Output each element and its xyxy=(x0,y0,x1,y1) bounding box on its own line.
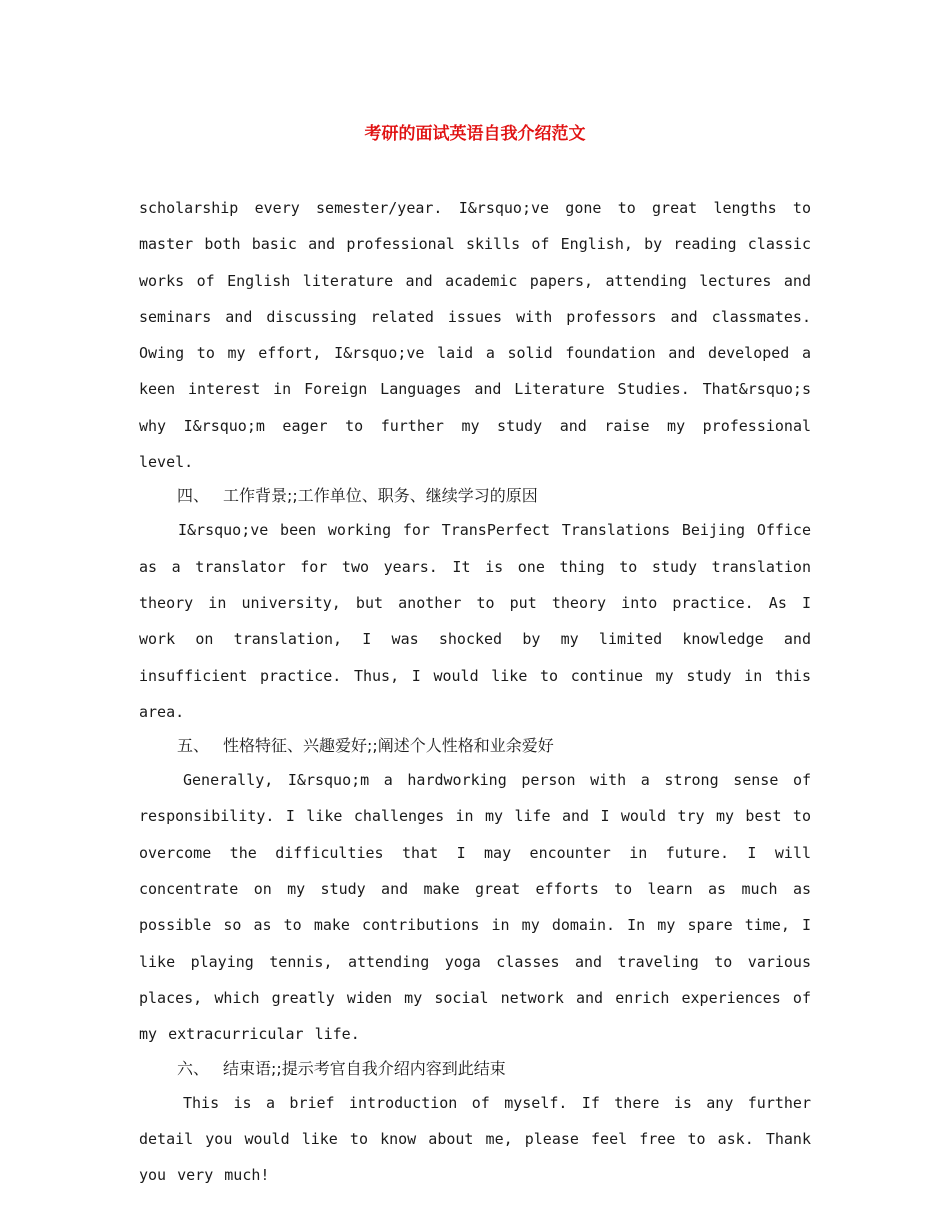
section-4-title: 工作背景;;工作单位、职务、继续学习的原因 xyxy=(223,486,538,506)
section-5-title: 性格特征、兴趣爱好;;阐述个人性格和业余爱好 xyxy=(223,736,554,756)
section-5-paragraph: Generally, I&rsquo;m a hardworking person with a strong sense of responsibility. I like challenges in my life and I would try my best to overcome the difficulties that I may encounter in future. I will concentrate on my study and make great efforts to learn as much as possible so as to make contributions in my domain. In my spare time, I like playing tennis, attending yoga classes and traveling to various places, which greatly widen my social network and enrich experiences of my extracurricular life. xyxy=(139,771,811,1044)
document-body xyxy=(139,190,811,1193)
document-title: 考研的面试英语自我介绍范文 xyxy=(364,124,586,144)
section-5-number: 五、 xyxy=(177,736,210,756)
section-6-title: 结束语;;提示考官自我介绍内容到此结束 xyxy=(223,1058,506,1078)
section-5-heading xyxy=(139,730,811,762)
section-6-paragraph: This is a brief introduction of myself. If there is any further detail you would like to know about me, please feel free to ask. Thank you very much! xyxy=(139,1093,811,1185)
paragraph-education: scholarship every semester/year. I&rsquo;ve gone to great lengths to master both basic and professional skills of English, by reading classic works of English literature and academic papers, attending lectures and seminars and discussing related issues with professors and classmates. Owing to my effort, I&rsquo;ve laid a solid foundation and developed a keen interest in Foreign Languages and Literature Studies. That&rsquo;s why I&rsquo;m eager to further my study and raise my professional level. xyxy=(139,199,811,472)
section-4-paragraph: I&rsquo;ve been working for TransPerfect Translations Beijing Office as a translator for two years. It is one thing to study translation theory in university, but another to put theory into practice. As I work on translation, I was shocked by my limited knowledge and insufficient practice. Thus, I would like to continue my study in this area. xyxy=(139,521,811,721)
section-6-number: 六、 xyxy=(177,1058,210,1078)
section-6-heading xyxy=(139,1053,811,1085)
section-4-heading xyxy=(139,480,811,512)
section-4-number: 四、 xyxy=(177,486,210,506)
